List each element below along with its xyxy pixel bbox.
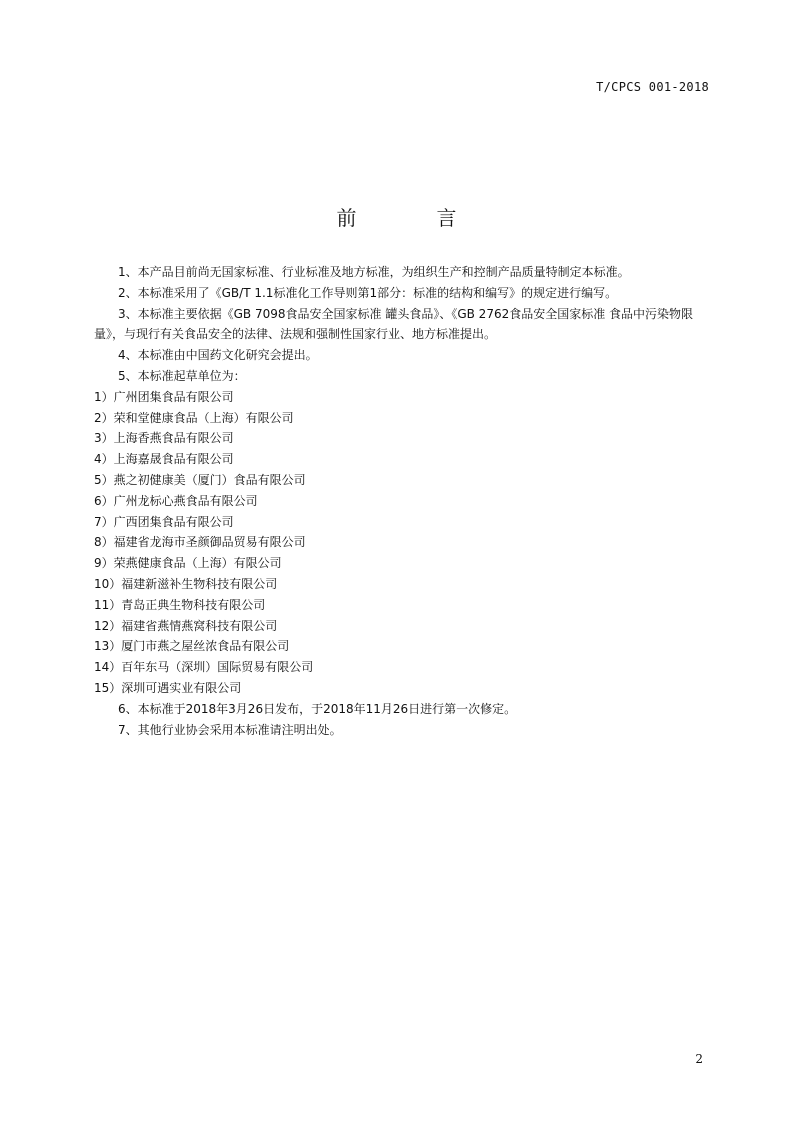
paragraph: 2、本标准采用了《GB/T 1.1标准化工作导则第1部分：标准的结构和编写》的规定进行编写。 [118, 285, 618, 300]
list-item: 3）上海香燕食品有限公司 [94, 431, 234, 446]
list-item: 1）广州团集食品有限公司 [94, 389, 234, 404]
list-item: 11）青岛正典生物科技有限公司 [94, 597, 266, 612]
list-item: 2）荣和堂健康食品（上海）有限公司 [94, 410, 294, 425]
list-item: 10）福建新滋补生物科技有限公司 [94, 576, 278, 591]
page-number: 2 [695, 1052, 703, 1066]
list-item: 4）上海嘉晟食品有限公司 [94, 452, 234, 467]
list-item: 14）百年东马（深圳）国际贸易有限公司 [94, 660, 314, 675]
list-item: 6）广州龙标心燕食品有限公司 [94, 493, 258, 508]
paragraph: 7、其他行业协会采用本标准请注明出处。 [118, 722, 342, 737]
paragraph: 4、本标准由中国药文化研究会提出。 [118, 348, 318, 363]
list-item: 8）福建省龙海市圣颜御品贸易有限公司 [94, 535, 306, 550]
drafting-units-list [94, 387, 704, 699]
list-item: 5）燕之初健康美（厦门）食品有限公司 [94, 472, 306, 487]
document-code: T/CPCS 001-2018 [596, 80, 709, 94]
paragraph: 3、本标准主要依据《GB 7098食品安全国家标准 罐头食品》、《GB 2762食品安全国家标准 食品中污染物限量》，与现行有关食品安全的法律、法规和强制性国家行业、地方标准提出。 [94, 306, 694, 342]
list-item: 12）福建省燕情燕窝科技有限公司 [94, 618, 278, 633]
paragraph: 5、本标准起草单位为： [118, 368, 246, 383]
paragraph: 6、本标准于2018年3月26日发布，于2018年11月26日进行第一次修定。 [118, 701, 517, 716]
list-item: 13）厦门市燕之屋丝浓食品有限公司 [94, 639, 290, 654]
list-item: 7）广西团集食品有限公司 [94, 514, 234, 529]
list-item: 15）深圳可遇实业有限公司 [94, 680, 242, 695]
paragraph: 1、本产品目前尚无国家标准、行业标准及地方标准，为组织生产和控制产品质量特制定本标准。 [118, 265, 630, 279]
list-item: 9）荣燕健康食品（上海）有限公司 [94, 556, 282, 571]
document-body [94, 262, 704, 740]
page-title: 前 言 [336, 206, 487, 231]
